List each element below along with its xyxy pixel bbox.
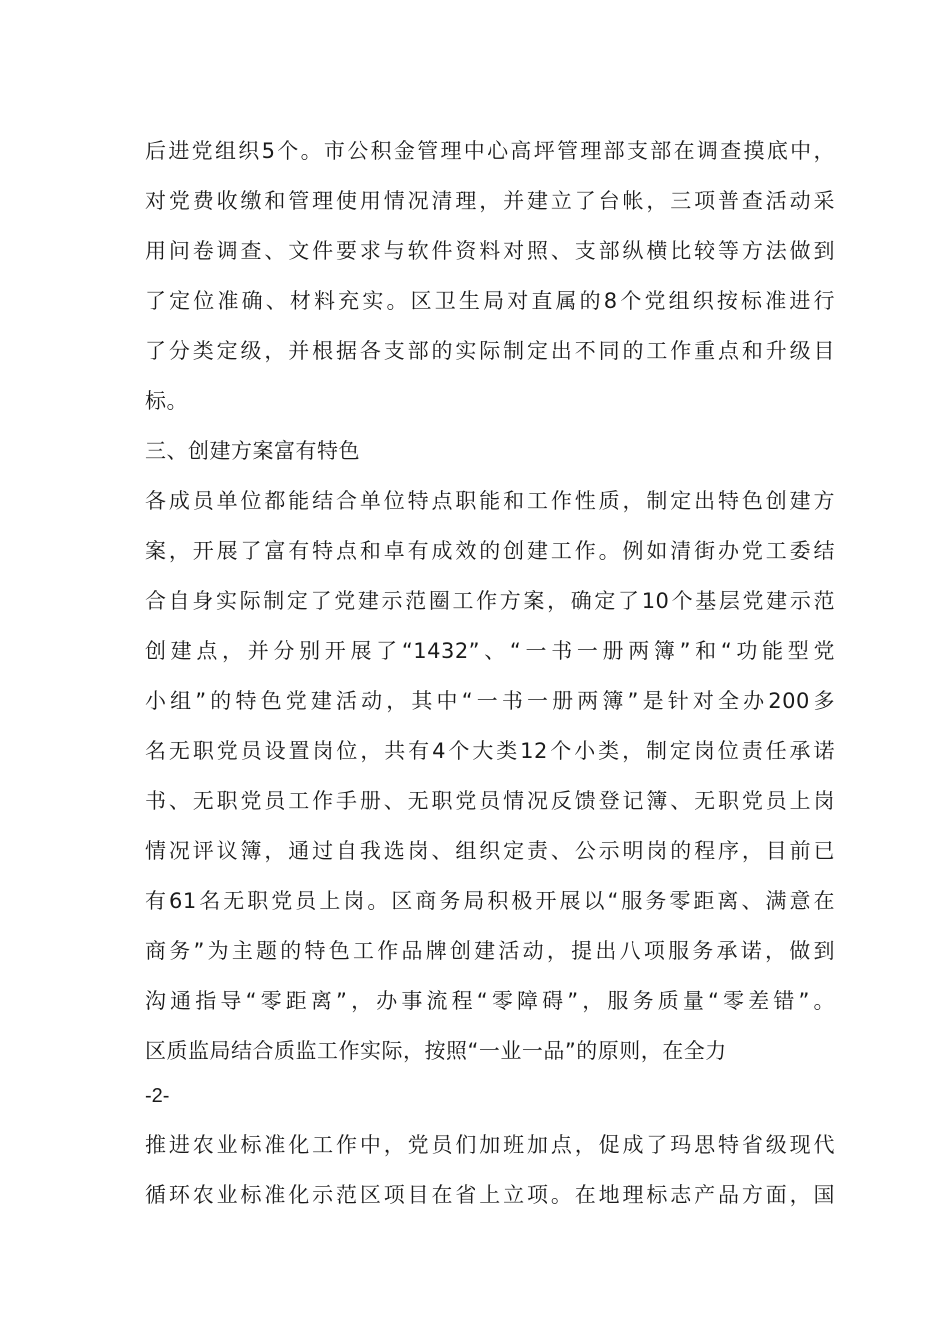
paragraph-line: 对党费收缴和管理使用情况清理，并建立了台帐，三项普查活动采: [145, 189, 835, 213]
paragraph-line: 标。: [145, 389, 188, 413]
paragraph-line: 了定位准确、材料充实。区卫生局对直属的8个党组织按标准进行: [145, 289, 835, 313]
paragraph-line: 推进农业标准化工作中，党员们加班加点，促成了玛思特省级现代: [145, 1133, 835, 1157]
paragraph-line: 创建点，并分别开展了“1432”、“一书一册两簿”和“功能型党: [145, 639, 835, 663]
paragraph-line: 名无职党员设置岗位，共有4个大类12个小类，制定岗位责任承诺: [145, 739, 835, 763]
page-number: -2-: [145, 1085, 170, 1107]
paragraph-line: 用问卷调查、文件要求与软件资料对照、支部纵横比较等方法做到: [145, 239, 835, 263]
paragraph-line: 商务”为主题的特色工作品牌创建活动，提出八项服务承诺，做到: [145, 939, 835, 963]
paragraph-line: 书、无职党员工作手册、无职党员情况反馈登记簿、无职党员上岗: [145, 789, 835, 813]
paragraph-line: 小组”的特色党建活动，其中“一书一册两簿”是针对全办200多: [145, 689, 835, 713]
paragraph-line: 合自身实际制定了党建示范圈工作方案，确定了10个基层党建示范: [145, 589, 835, 613]
paragraph-line: 沟通指导“零距离”，办事流程“零障碍”，服务质量“零差错”。: [145, 989, 835, 1013]
paragraph-line: 了分类定级，并根据各支部的实际制定出不同的工作重点和升级目: [145, 339, 835, 363]
paragraph-line: 各成员单位都能结合单位特点职能和工作性质，制定出特色创建方: [145, 489, 835, 513]
paragraph-line: 区质监局结合质监工作实际，按照“一业一品”的原则，在全力: [145, 1039, 727, 1063]
paragraph-line: 循环农业标准化示范区项目在省上立项。在地理标志产品方面，国: [145, 1183, 835, 1207]
paragraph-line: 有61名无职党员上岗。区商务局积极开展以“服务零距离、满意在: [145, 889, 835, 913]
paragraph-line: 案，开展了富有特点和卓有成效的创建工作。例如清街办党工委结: [145, 539, 835, 563]
paragraph-line: 后进党组织5个。市公积金管理中心高坪管理部支部在调查摸底中，: [145, 139, 835, 163]
paragraph-line: 情况评议簿，通过自我选岗、组织定责、公示明岗的程序，目前已: [145, 839, 835, 863]
section-heading: 三、创建方案富有特色: [145, 439, 360, 463]
